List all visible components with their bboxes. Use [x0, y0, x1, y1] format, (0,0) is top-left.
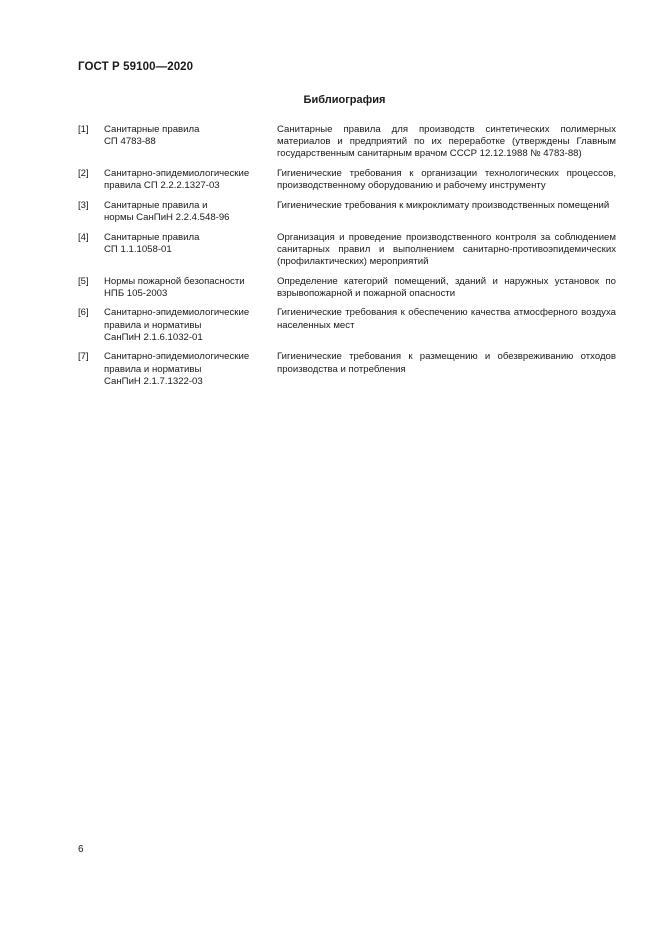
bibliography-entry	[78, 232, 616, 269]
entry-description: Гигиенические требования к микроклимату производственных помещений	[277, 199, 610, 211]
entry-name-line: Санитарные правила и	[104, 199, 208, 211]
entry-name-line: Санитарно-эпидемиологические	[104, 307, 250, 319]
entry-description: Определение категорий помещений, зданий и наружных установок по взрывопожарной и пожарной опасности	[277, 275, 616, 299]
bibliography-entry	[78, 200, 616, 224]
entry-document-name	[104, 232, 277, 269]
page-number: 6	[78, 844, 84, 855]
entry-description: Санитарные правила для производств синтетических полимерных материалов и предприятий по их переработке (утверждены Главным государственным санитарным врачом СССР 12.12.1988 № 4783-88)	[277, 124, 616, 160]
entry-name-line: нормы СанПиН 2.2.4.548-96	[104, 212, 230, 223]
bibliography-title: Библиография	[303, 94, 386, 106]
entry-number: [4]	[78, 231, 89, 243]
bibliography-list	[78, 124, 616, 395]
entry-document-name	[104, 200, 277, 224]
entry-name-line: СП 1.1.1058-01	[104, 243, 172, 255]
entry-description: Гигиенические требования к обеспечению качества атмосферного воздуха населенных мест	[277, 307, 616, 331]
entry-description: Гигиенические требования к размещению и обезвреживанию отходов производства и потребления	[277, 351, 616, 375]
bibliography-entry	[78, 276, 616, 300]
entry-name-line: правила СП 2.2.2.1327-03	[104, 180, 220, 192]
entry-number: [5]	[78, 275, 89, 287]
bibliography-entry	[78, 307, 616, 344]
entry-description: Организация и проведение производственного контроля за соблюдением санитарных правил и выполнением санитарно-противоэпидемических (профилактических) мероприятий	[277, 231, 616, 267]
entry-name-line: Санитарные правила	[104, 231, 200, 243]
entry-description: Гигиенические требования к организации технологических процессов, производственному оборудованию и рабочему инструменту	[277, 168, 616, 192]
entry-name-line: правила и нормативы	[104, 363, 202, 375]
entry-document-name	[104, 351, 277, 388]
bibliography-entry	[78, 124, 616, 161]
bibliography-entry	[78, 351, 616, 388]
entry-number: [6]	[78, 307, 89, 319]
entry-name-line: СанПиН 2.1.7.1322-03	[104, 375, 203, 387]
entry-document-name	[104, 307, 277, 344]
entry-document-name	[104, 124, 277, 161]
entry-number: [3]	[78, 199, 89, 211]
entry-document-name	[104, 168, 277, 192]
entry-name-line: НПБ 105-2003	[104, 287, 168, 299]
entry-document-name	[104, 276, 277, 300]
entry-name-line: правила и нормативы	[104, 319, 202, 331]
entry-number: [2]	[78, 168, 89, 179]
entry-name-line: СанПиН 2.1.6.1032-01	[104, 331, 203, 343]
entry-name-line: СП 4783-88	[104, 136, 156, 148]
entry-number: [1]	[78, 124, 89, 135]
entry-name-line: Санитарно-эпидемиологические	[104, 351, 250, 363]
entry-number: [7]	[78, 351, 89, 363]
document-code-header: ГОСТ Р 59100—2020	[78, 61, 194, 73]
entry-name-line: Санитарно-эпидемиологические	[104, 168, 250, 179]
entry-name-line: Нормы пожарной безопасности	[104, 275, 245, 287]
entry-name-line: Санитарные правила	[104, 124, 200, 135]
bibliography-entry	[78, 168, 616, 192]
